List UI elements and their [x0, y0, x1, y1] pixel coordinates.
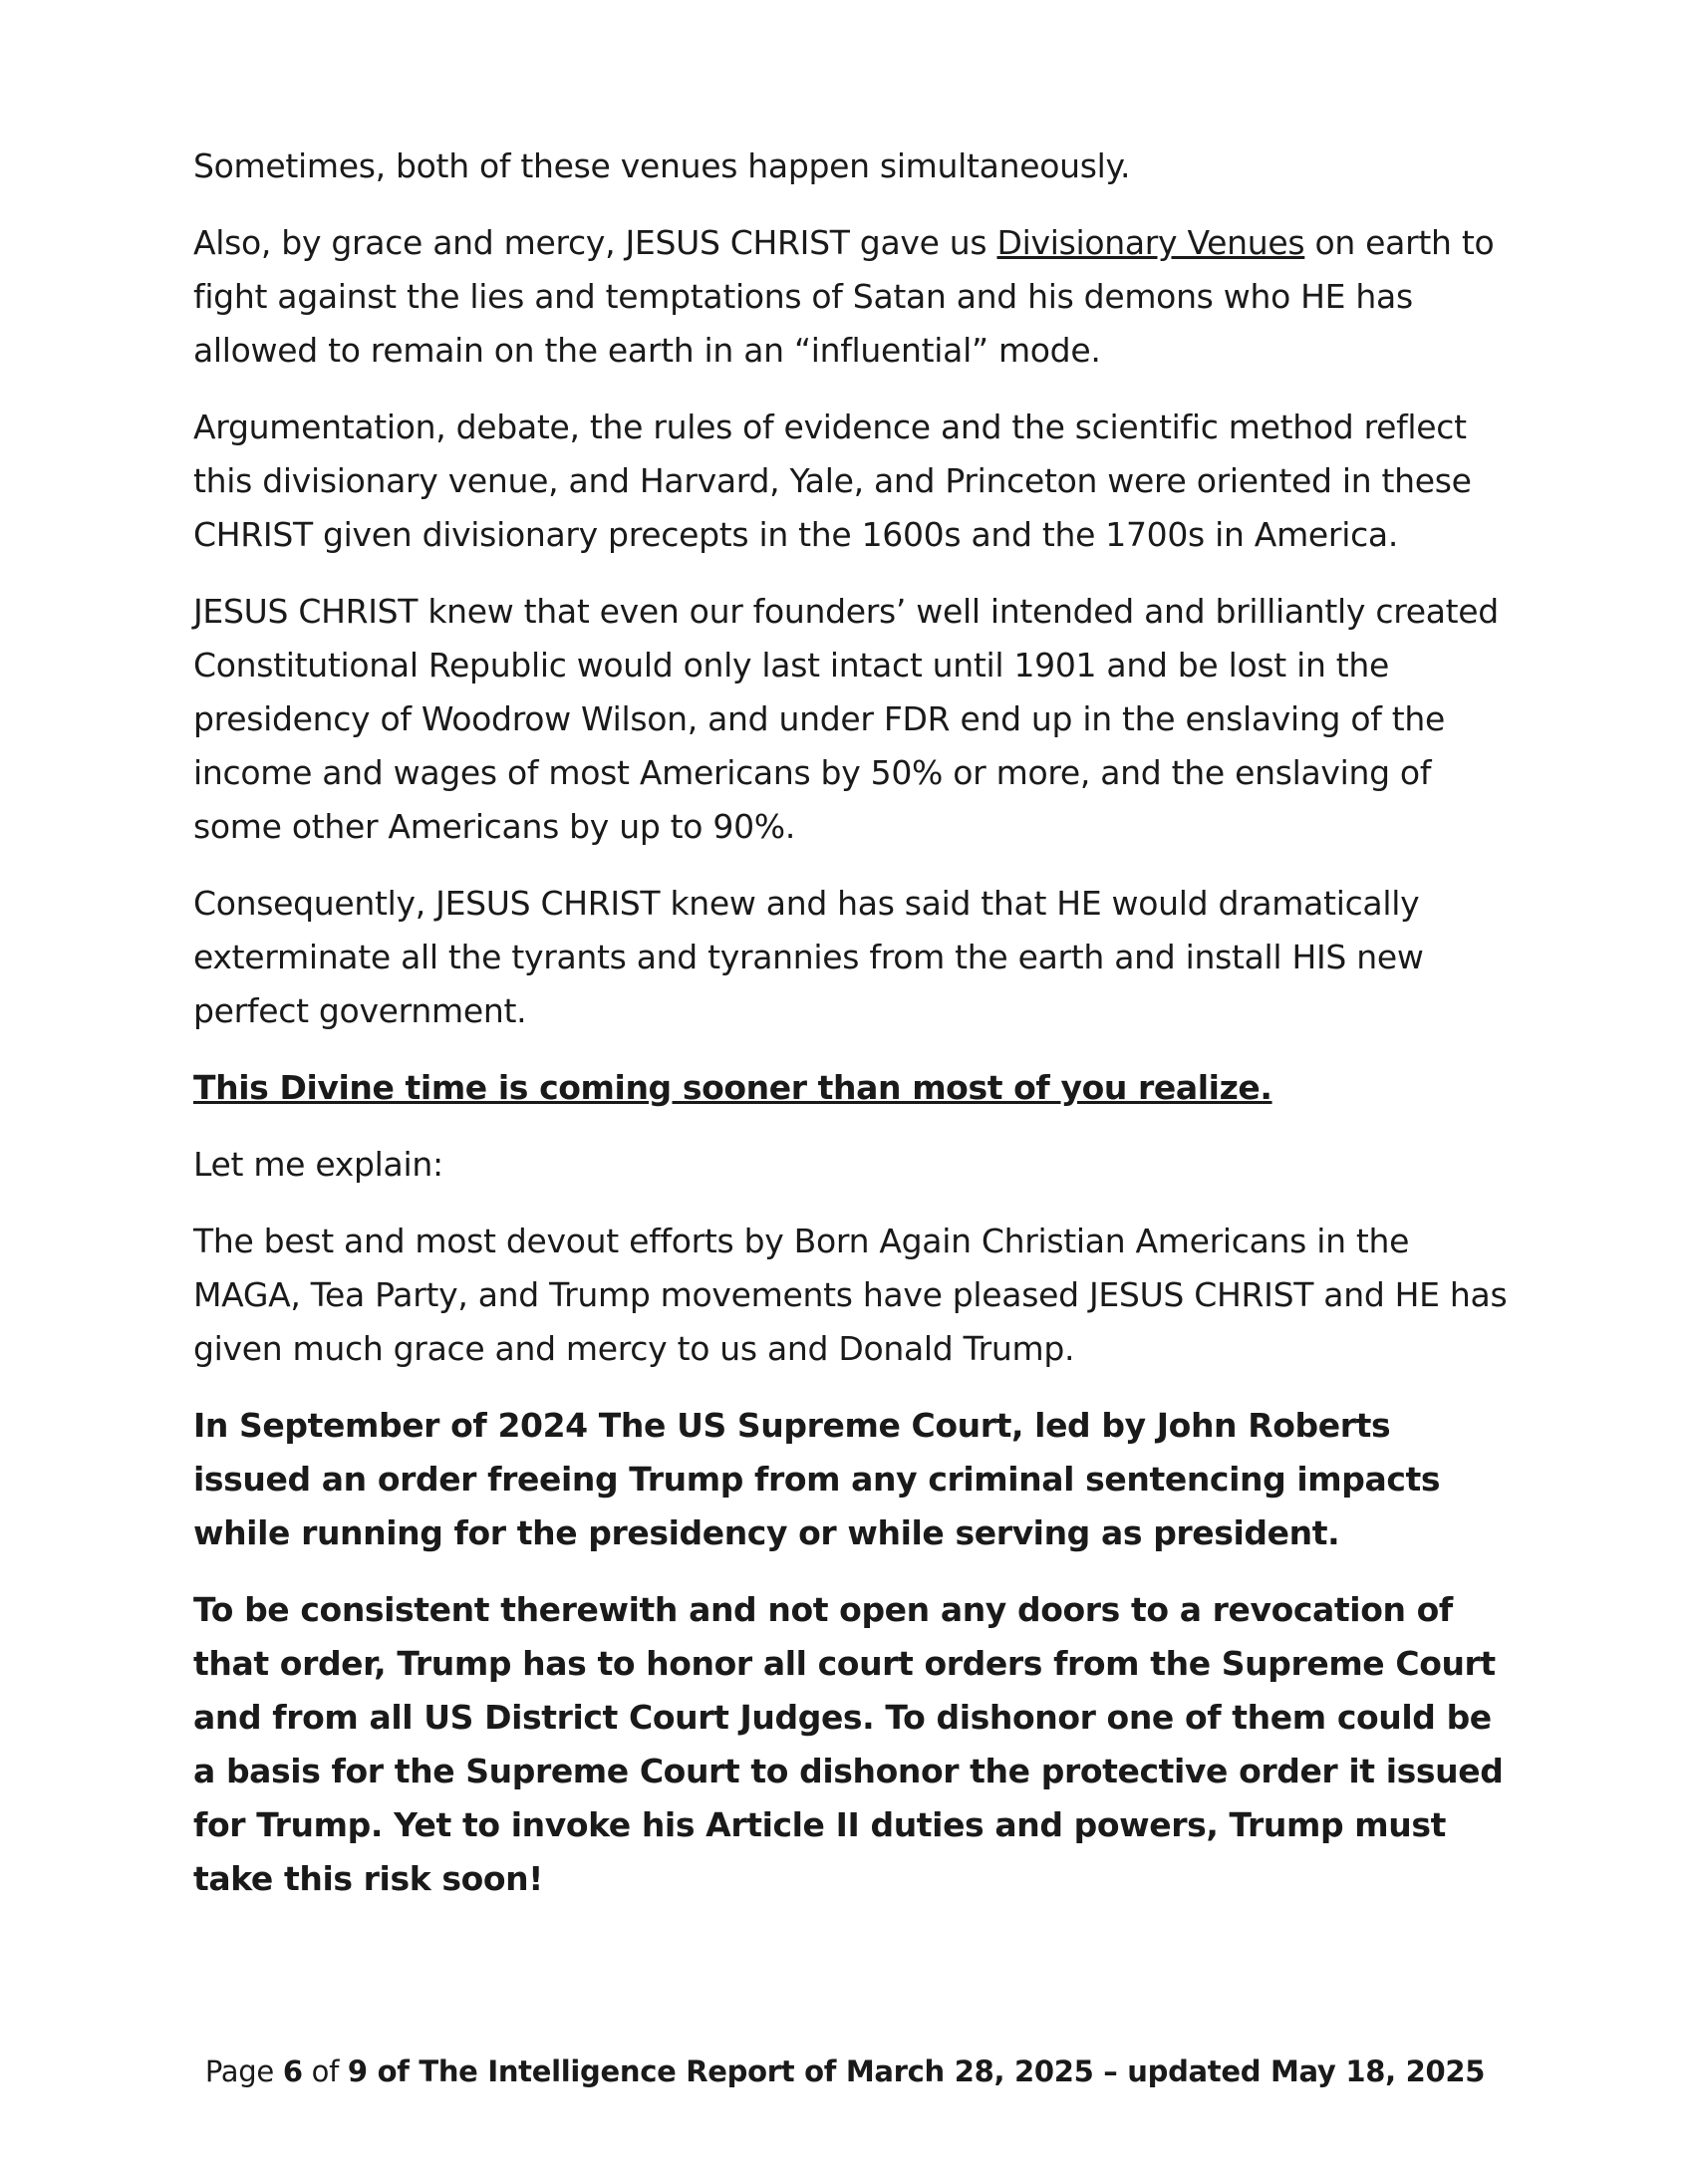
footer-total-pages: 9: [347, 2054, 368, 2088]
paragraph-2-start: Also, by grace and mercy, JESUS CHRIST gave us: [193, 223, 997, 262]
footer-report-title: of The Intelligence Report of March 28, 2025 – updated May 18, 2025: [367, 2054, 1486, 2088]
paragraph-7: The best and most devout efforts by Born Again Christian Americans in the MAGA, Tea Party, and Trump movements have pleased JESUS CHRIST and HE has given much grace and mercy to us and Donald Trump.: [193, 1222, 1508, 1368]
footer-of: of: [302, 2054, 348, 2088]
paragraph-4: JESUS CHRIST knew that even our founders’ well intended and brilliantly created Constitutional Republic would only last intact until 1901 and be lost in the presidency of Woodrow Wilson, and under FDR end up in the enslaving of the income and wages of most Americans by 50% or more, and the enslaving of some other Americans by up to 90%.: [193, 592, 1499, 846]
document-body: [193, 139, 1509, 1929]
footer-prefix: Page: [204, 2054, 283, 2088]
paragraph-8: In September of 2024 The US Supreme Court, led by John Roberts issued an order freeing Trump from any criminal sentencing impacts while running for the presidency or while serving as president.: [193, 1406, 1441, 1552]
section-heading: This Divine time is coming sooner than most of you realize.: [193, 1068, 1272, 1107]
paragraph-2: [193, 216, 1509, 378]
paragraph-5: Consequently, JESUS CHRIST knew and has said that HE would dramatically exterminate all the tyrants and tyrannies from the earth and install HIS new perfect government.: [193, 884, 1424, 1030]
paragraph-1: Sometimes, both of these venues happen simultaneously.: [193, 146, 1131, 185]
footer-page-number: 6: [282, 2054, 303, 2088]
paragraph-2-end: on earth to fight against the lies and temptations of Satan and his demons who HE has allowed to remain on the earth in an “influential” mode.: [193, 223, 1495, 370]
paragraph-9: To be consistent therewith and not open any doors to a revocation of that order, Trump has to honor all court orders from the Supreme Court and from all US District Court Judges. To dishonor one of them could be a basis for the Supreme Court to dishonor the protective order it issued for Trump. Yet to invoke his Article II duties and powers, Trump must take this risk soon!: [193, 1590, 1504, 1898]
divisionary-venues-underlined: Divisionary Venues: [996, 223, 1305, 262]
page-footer: [0, 2051, 1690, 2091]
paragraph-3: Argumentation, debate, the rules of evidence and the scientific method reflect this divisionary venue, and Harvard, Yale, and Princeton were oriented in these CHRIST given divisionary precepts in the 1600s and the 1700s in America.: [193, 408, 1472, 554]
paragraph-6: Let me explain:: [193, 1145, 443, 1184]
